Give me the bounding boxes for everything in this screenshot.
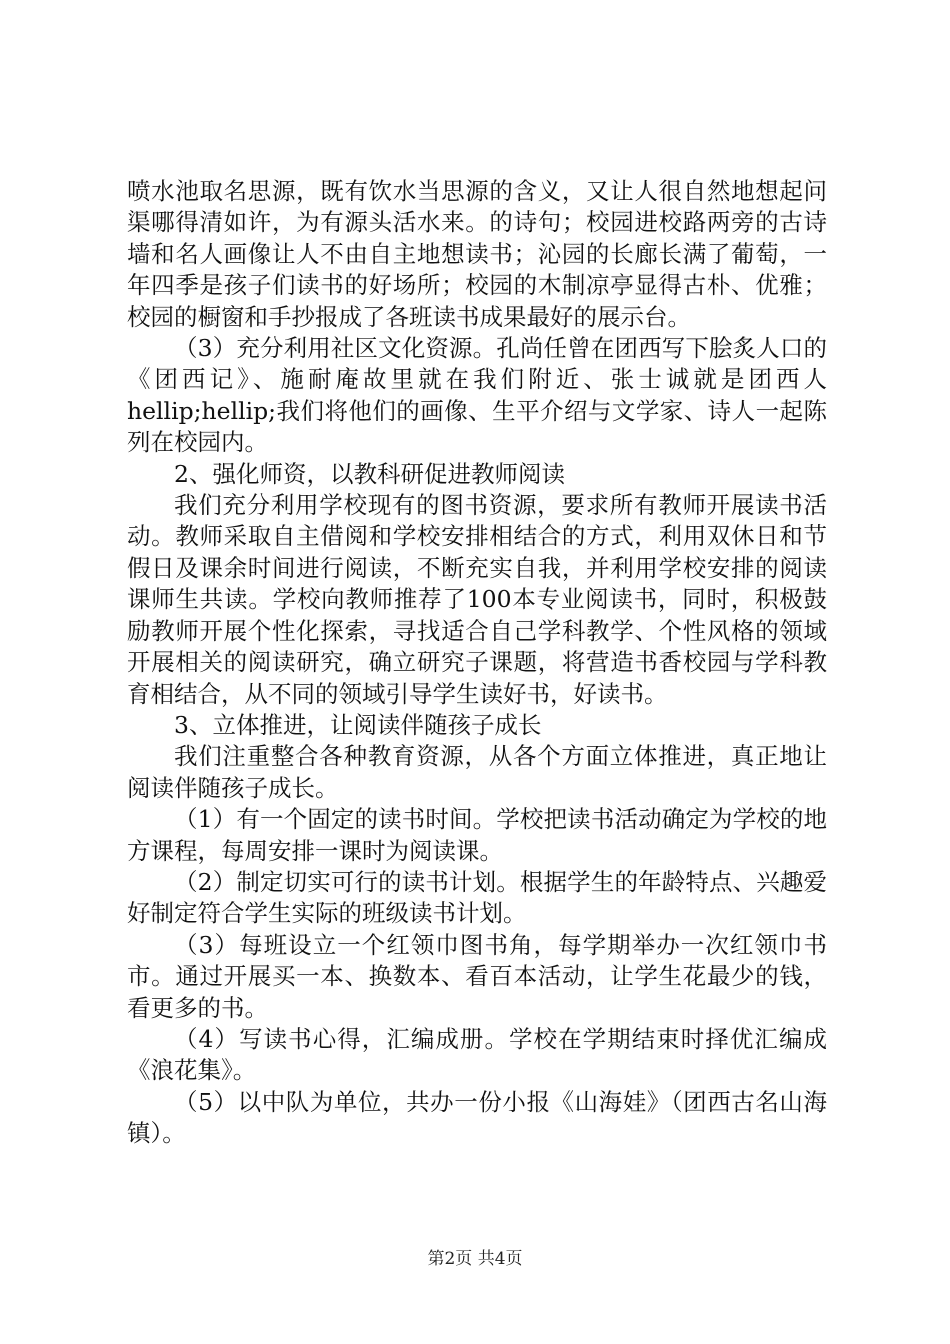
list-item-reading-time: （1）有一个固定的读书时间。学校把读书活动确定为学校的地方课程，每周安排一课时为阅读课。 [127,805,827,865]
list-item-reading-notes: （4）写读书心得，汇编成册。学校在学期结束时择优汇编成《浪花集》。 [127,1024,827,1085]
paragraph-community-resources: （3）充分利用社区文化资源。孔尚任曾在团西写下脍炙人口的《团西记》、施耐庵故里就在我们附近、张士诚就是团西人hellip;hellip;我们将他们的画像、生平介绍与文学家、诗人一起陈列在校园内。 [127,334,827,457]
paragraph-teacher-reading: 我们充分利用学校现有的图书资源，要求所有教师开展读书活动。教师采取自主借阅和学校安排相结合的方式，利用双休日和节假日及课余时间进行阅读，不断充实自我，并利用学校安排的阅读课师生共读。学校向教师推荐了100本专业阅读书，同时，积极鼓励教师开展个性化探索，寻找适合自己学科教学、个性风格的领域开展相关的阅读研究，确立研究子课题，将营造书香校园与学科教育相结合，从不同的领域引导学生读好书，好读书。 [127,491,827,708]
list-item-reading-plan: （2）制定切实可行的读书计划。根据学生的年龄特点、兴趣爱好制定符合学生实际的班级读书计划。 [127,867,827,928]
page-number: 第2页 共4页 [427,1249,523,1269]
list-item-book-corner: （3）每班设立一个红领巾图书角，每学期举办一次红领巾书市。通过开展买一本、换数本、看百本活动，让学生花最少的钱，看更多的书。 [127,930,827,1022]
list-item-newspaper: （5）以中队为单位，共办一份小报《山海娃》（团西古名山海镇）。 [127,1087,827,1148]
document-body [127,176,827,1150]
page-footer [0,1244,950,1269]
paragraph-integrate-resources: 我们注重整合各种教育资源，从各个方面立体推进，真正地让阅读伴随孩子成长。 [127,742,827,802]
section-heading-reading-growth: 3、立体推进，让阅读伴随孩子成长 [174,710,542,739]
paragraph-sixian-fountain: 喷水池取名思源，既有饮水当思源的含义，又让人很自然地想起问渠哪得清如许，为有源头活水来。的诗句；校园进校路两旁的古诗墙和名人画像让人不由自主地想读书；沁园的长廊长满了葡萄，一年四季是孩子们读书的好场所；校园的木制凉亭显得古朴、优雅；校园的橱窗和手抄报成了各班读书成果最好的展示台。 [127,177,827,331]
section-heading-teachers: 2、强化师资，以教科研促进教师阅读 [174,459,565,488]
